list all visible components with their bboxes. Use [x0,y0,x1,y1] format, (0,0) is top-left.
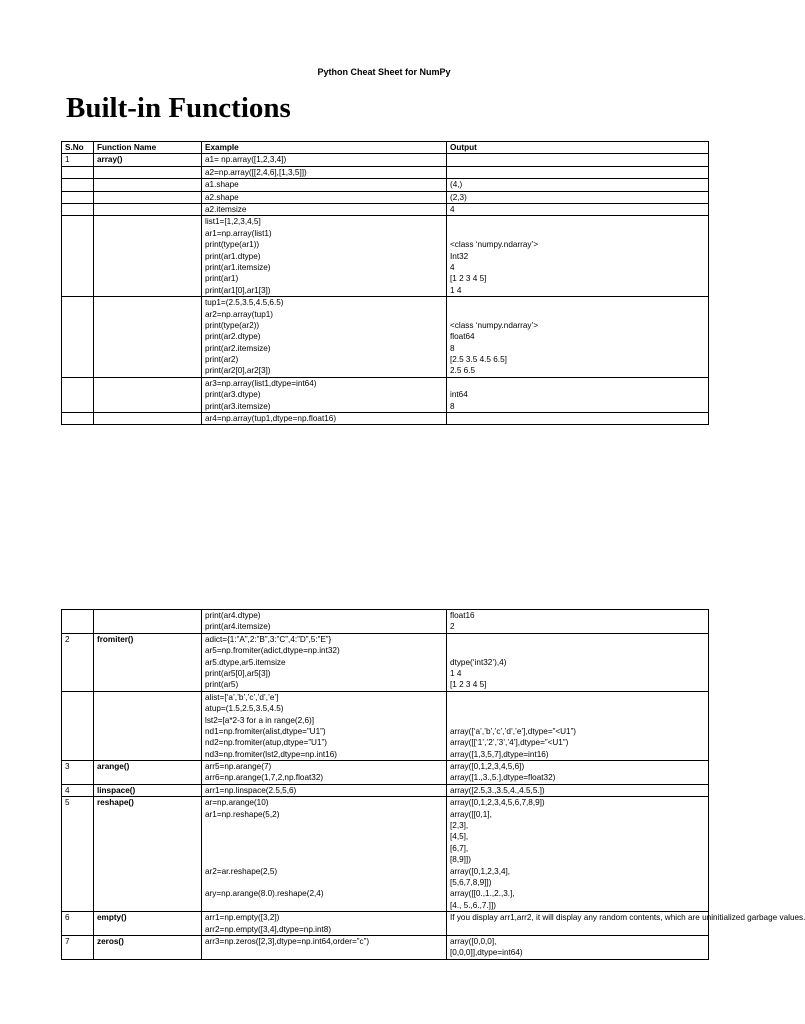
output-line: dtype(‘int32’),4) [450,657,507,667]
example-line: ar5=np.fromiter(adict,dtype=np.int32) [205,646,340,656]
table-row [62,784,709,796]
cell-sno: 4 [62,784,94,796]
output-line: 2 [450,622,455,632]
example-line: print(ar1.dtype) [205,251,261,261]
cell-example [202,203,447,215]
header-sno: S.No [62,142,94,154]
header-example: Example [202,142,447,154]
output-line: <class ‘numpy.ndarray’> [450,320,539,330]
example-line [205,831,443,842]
cell-sno [62,191,94,203]
cell-sno [62,691,94,760]
cell-output [447,912,805,936]
cell-output [447,797,709,912]
example-line: arr1=np.linspace(2.5,5,6) [205,785,297,795]
cell-function-name: empty() [94,912,202,936]
cell-output [447,377,709,412]
output-line [450,413,705,424]
example-line: print(ar2[0],ar2[3]) [205,366,271,376]
cell-sno [62,216,94,297]
cell-example [202,154,447,166]
output-line: 8 [450,343,455,353]
example-line: lst2=[a*2-3 for a in range(2,6)] [205,715,315,725]
cell-output [447,216,709,297]
output-line [450,309,705,320]
cell-function-name: zeros() [94,935,202,959]
output-line: array([2.5,3.,3.5,4.,4.5,5.]) [450,785,545,795]
output-line: array([1.,3.,5.],dtype=float32) [450,773,556,783]
cell-sno: 2 [62,633,94,691]
example-line: arr1=np.empty([3,2]) [205,913,280,923]
cell-example [202,191,447,203]
cell-example [202,797,447,912]
functions-table-part-2 [61,609,805,960]
output-line: (4,) [450,180,463,190]
cell-example [202,413,447,425]
cell-example [202,166,447,178]
table-2-body [62,610,805,960]
output-line: float16 [450,611,475,620]
cell-example [202,784,447,796]
output-line [450,228,705,239]
table-1-body [62,154,709,425]
cell-example [202,216,447,297]
table-row [62,413,709,425]
example-line: alist=[‘a’,’b’,’c’,’d’,’e’] [205,692,279,702]
cell-function-name [94,610,202,634]
example-line: ar3=np.array(list1,dtype=int64) [205,378,317,388]
output-line: [4., 5.,6.,7.]]) [450,900,496,910]
output-line: If you display arr1,arr2, it will display any random contents, which are uninitialized garbage values. [450,913,805,923]
cell-example [202,179,447,191]
cell-function-name [94,216,202,297]
cell-function-name: arange() [94,761,202,785]
cell-example [202,912,447,936]
cell-output [447,297,709,378]
example-line: ar5.dtype,ar5.itemsize [205,657,286,667]
example-line [205,843,443,854]
example-line: arr6=np.arange(1,7,2,np.float32) [205,773,324,783]
output-line: 4 [450,204,455,214]
cell-example [202,935,447,959]
cell-function-name [94,166,202,178]
example-line: ar4=np.array(tup1,dtype=np.float16) [205,414,337,424]
example-line: print(ar2) [205,355,239,365]
cell-sno [62,610,94,634]
example-line [205,820,443,831]
cell-example [202,377,447,412]
page-heading: Built-in Functions [66,92,291,124]
table-row [62,761,709,785]
example-line: print(ar5) [205,680,239,690]
cell-sno: 1 [62,154,94,166]
cell-example [202,297,447,378]
cell-output [447,761,709,785]
example-line: print(ar2.dtype) [205,332,261,342]
output-line [450,692,705,703]
example-line: nd1=np.fromiter(alist,dtype=”U1”) [205,726,326,736]
example-line: a2=np.array([[2,4,6],[1,3,5]]) [205,167,307,177]
table-row [62,633,709,691]
cell-function-name [94,691,202,760]
example-line: print(ar4.dtype) [205,611,261,620]
cell-output [447,935,709,959]
output-line: [1 2 3 4 5] [450,274,487,284]
example-line: a2.itemsize [205,204,247,214]
output-line: 1 4 [450,285,462,295]
cell-sno: 7 [62,935,94,959]
output-line: array([[0.,1.,2.,3.], [450,889,515,899]
cell-sno: 6 [62,912,94,936]
header-output: Output [447,142,709,154]
output-line: (2,3) [450,192,467,202]
example-line: arr2=np.empty([3,4],dtype=np.int8) [205,924,332,934]
cell-function-name [94,203,202,215]
output-line: array([0,1,2,3,4], [450,866,511,876]
cell-example [202,633,447,691]
example-line: a2.shape [205,192,239,202]
example-line: print(type(ar1)) [205,240,260,250]
example-line: ar1=np.reshape(5,2) [205,809,280,819]
cell-output [447,413,709,425]
cheat-sheet-title: Python Cheat Sheet for NumPy [317,67,451,77]
cell-output [447,191,709,203]
output-line: 4 [450,262,455,272]
output-line: array([0,0,0], [450,936,497,946]
example-line: print(type(ar2)) [205,320,260,330]
header-function-name: Function Name [94,142,202,154]
cell-function-name [94,297,202,378]
output-line: int64 [450,390,468,400]
example-line: ar2=np.array(tup1) [205,309,274,319]
output-line: [4,5], [450,832,469,842]
example-line: a1.shape [205,180,239,190]
example-line: adict={1:”A”,2:”B”,3:”C”,4:”D”,5:”E”} [205,634,332,644]
output-line: [6,7], [450,843,469,853]
table-row [62,935,709,959]
cell-sno [62,166,94,178]
example-line: print(ar1) [205,274,239,284]
table-row [62,912,709,936]
cell-output [447,154,709,166]
output-line: [2.5 3.5 4.5 6.5] [450,355,507,365]
table-row [62,203,709,215]
table-row [62,797,709,912]
output-line: array([‘a’,’b’,’c’,’d’,’e’],dtype=”<U1”) [450,726,577,736]
output-line [450,378,705,389]
example-line [205,947,443,958]
example-line: arr5=np.arange(7) [205,762,272,772]
table-row [62,691,709,760]
output-line [450,167,705,178]
cell-example [202,610,447,634]
output-line: [5,6,7,8,9]]) [450,878,492,887]
table-row [62,377,709,412]
cell-function-name: fromiter() [94,633,202,691]
cell-output [447,633,709,691]
output-line [450,154,705,165]
output-line: 1 4 [450,668,462,678]
output-line [450,645,705,656]
table-row [62,154,709,166]
output-line: array([0,1,2,3,4,5,6]) [450,762,525,772]
example-line: atup=(1.5,2.5,3.5,4.5) [205,704,284,714]
cell-example [202,761,447,785]
functions-table-part-1 [61,141,709,425]
example-line: ary=np.arange(8.0).reshape(2,4) [205,889,324,899]
output-line: [8,9]]) [450,855,471,865]
cell-output [447,179,709,191]
cell-output [447,166,709,178]
cell-function-name [94,179,202,191]
cell-sno [62,297,94,378]
example-line: print(ar5[0],ar5[3]) [205,668,271,678]
output-line [450,715,705,726]
output-line: array([[0,1], [450,809,492,819]
table-row [62,216,709,297]
example-line: print(ar1[0],ar1[3]) [205,285,271,295]
example-line: a1= np.array([1,2,3,4]) [205,155,287,165]
cell-example [202,691,447,760]
output-line: [2,3], [450,821,469,831]
example-line: nd2=np.fromiter(atup,dtype=”U1”) [205,738,327,748]
cell-function-name: reshape() [94,797,202,912]
cell-sno [62,377,94,412]
output-line: float64 [450,332,475,342]
table-header-row [62,142,709,154]
output-line: array([[‘1’,’2’,’3’,’4’],dtype=”<U1”) [450,738,569,748]
example-line [205,877,443,888]
example-line: list1=[1,2,3,4,5] [205,217,261,227]
table-row [62,166,709,178]
output-line: 2.5 6.5 [450,366,476,376]
cell-output [447,203,709,215]
table-row [62,191,709,203]
example-line: nd3=np.fromiter(lst2,dtype=np.int16) [205,749,337,759]
output-line: [1 2 3 4 5] [450,680,487,690]
cell-sno: 3 [62,761,94,785]
cell-function-name [94,191,202,203]
cell-function-name: linspace() [94,784,202,796]
example-line: ar=np.arange(10) [205,798,269,808]
output-line: array([0,1,2,3,4,5,6,7,8,9]) [450,798,545,808]
output-line: array([1,3,5,7],dtype=int16) [450,749,549,759]
example-line: print(ar2.itemsize) [205,343,271,353]
cell-output [447,610,709,634]
example-line: print(ar3.dtype) [205,390,261,400]
output-line: [0,0,0]],dtype=int64) [450,948,523,958]
example-line: ar1=np.array(list1) [205,228,272,238]
output-line: Int32 [450,251,469,261]
cell-output [447,691,709,760]
output-line [450,297,705,308]
output-line [450,216,705,227]
example-line: print(ar4.itemsize) [205,622,271,632]
example-line: tup1=(2.5,3.5,4.5,6.5) [205,298,284,308]
example-line [205,900,443,911]
table-row [62,297,709,378]
cell-sno [62,413,94,425]
cell-sno [62,203,94,215]
cell-sno [62,179,94,191]
example-line: print(ar3.itemsize) [205,401,271,411]
cell-function-name [94,377,202,412]
cell-output [447,784,709,796]
output-line [450,703,705,714]
output-line [450,634,705,645]
example-line: arr3=np.zeros([2,3],dtype=np.int64,order=”c”) [205,936,370,946]
cell-sno: 5 [62,797,94,912]
output-line: <class ‘numpy.ndarray’> [450,240,539,250]
output-line: 8 [450,401,455,411]
table-row [62,610,709,634]
cell-function-name: array() [94,154,202,166]
cell-function-name [94,413,202,425]
example-line [205,854,443,865]
example-line: print(ar1.itemsize) [205,262,271,272]
table-row [62,179,709,191]
example-line: ar2=ar.reshape(2,5) [205,866,278,876]
